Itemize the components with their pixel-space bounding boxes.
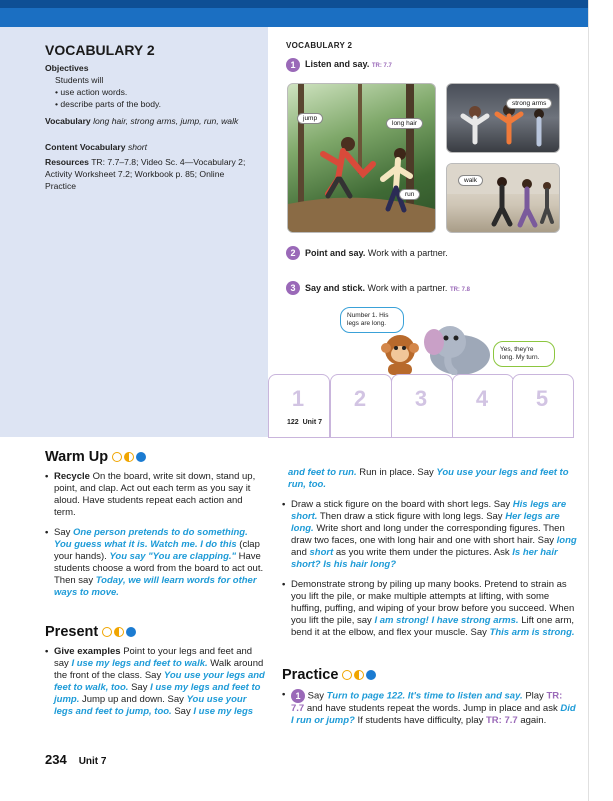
top-banner-stripe <box>0 0 588 8</box>
teacher-notes-title: VOCABULARY 2 <box>45 42 155 58</box>
objectives-block: Objectives Students will • use action words. • describe parts of the body. <box>45 63 162 109</box>
content-vocab-block: Content Vocabulary short <box>45 142 148 152</box>
stick-figure-paragraph: • Draw a stick figure on the board with short legs. Say His legs are short. Then draw a stick figure with long legs. Say Her legs are long. Write short and long under the corresponding figures. Then draw two faces, one with long hair and one with short hair. Say long and short as you write them under the pictures. Ask Is her hair short? Is his hair long? <box>282 499 577 571</box>
tag-run: run <box>399 189 420 200</box>
slot-number: 1 <box>291 386 305 411</box>
activity-1-number: 1 <box>286 58 300 72</box>
elephant-speech-bubble: Yes, they're long. My turn. <box>493 341 555 367</box>
resources-block: Resources TR: 7.7–7.8; Video Sc. 4—Vocabulary 2; Activity Worksheet 7.2; Workbook p. 85; Online Practice <box>45 157 246 191</box>
activity-2-instruction: Point and say. Work with a partner. <box>305 248 448 258</box>
strong-paragraph: • Demonstrate strong by piling up many books. Pretend to strain as you lift the pile, or make multiple attempts at lifting, with some huffing, puffing, and wiping of your brow before you succeed. When you lift the pile, say I am strong! I have strong arms. Lift one arm, bend it at the elbow, and flex your muscle. Say This arm is strong. <box>282 579 577 639</box>
forest-scene-illustration <box>288 84 435 232</box>
slot-number: 5 <box>535 386 549 411</box>
strong-arms-photo <box>446 83 560 153</box>
warm-up-section <box>45 449 265 607</box>
jump-run-photo <box>287 83 436 233</box>
activity-2-number: 2 <box>286 246 300 260</box>
present-continued <box>282 467 577 647</box>
practice-paragraph: • 1 Say Turn to page 122. It's time to listen and say. Play TR: 7.7 and have students repeat the words. Jump in place and ask Did I run or jump? If students have difficulty, play TR: 7.7 again. <box>282 689 577 727</box>
tag-jump: jump <box>297 113 323 124</box>
slot-number: 2 <box>353 386 367 411</box>
give-examples-paragraph: • Give examples Point to your legs and feet and say I use my legs and feet to walk. Walk around the front of the class. Say You use your legs and feet to walk, too. Say I use my legs and feet to jump. Jump up and down. Say You use your legs and feet to jump, too. Say I use my legs <box>45 646 265 718</box>
vocabulary-block: Vocabulary long hair, strong arms, jump, run, walk <box>45 116 239 126</box>
level-dots-icon <box>102 624 138 640</box>
slot-number: 4 <box>475 386 489 411</box>
run-paragraph: and feet to run. Run in place. Say You use your legs and feet to run, too. <box>288 467 569 490</box>
level-dots-icon <box>342 667 378 683</box>
warm-up-heading: Warm Up <box>45 449 265 465</box>
monkey-icon <box>378 330 423 375</box>
student-page-heading: VOCABULARY 2 <box>286 41 353 50</box>
slot-number: 3 <box>414 386 428 411</box>
tag-strong-arms: strong arms <box>506 98 552 109</box>
page-edge <box>588 0 613 801</box>
activity-1-instruction: Listen and say. TR: 7.7 <box>305 59 392 69</box>
level-dots-icon <box>112 449 148 465</box>
student-page-footer: 122 Unit 7 <box>287 419 323 426</box>
activity-3-number: 3 <box>286 281 300 295</box>
recycle-paragraph: • Recycle On the board, write sit down, stand up, point, and clap. Act out each term as you say it aloud. Have students repeat each action and term. <box>45 471 265 519</box>
present-section <box>45 624 265 726</box>
practice-section <box>282 667 577 735</box>
children-flexing-illustration <box>447 84 559 152</box>
activity-3-instruction: Say and stick. Work with a partner. TR: 7.8 <box>305 283 470 293</box>
walk-photo <box>446 163 560 233</box>
tag-long-hair: long hair <box>386 118 423 129</box>
present-heading: Present <box>45 624 265 640</box>
elephant-icon <box>420 320 500 375</box>
monkey-speech-bubble: Number 1. His legs are long. <box>340 307 404 333</box>
page-footer: 234 Unit 7 <box>45 752 107 767</box>
tag-walk: walk <box>458 175 483 186</box>
practice-heading: Practice <box>282 667 577 683</box>
say-paragraph: • Say One person pretends to do something. You guess what it is. Watch me. I do this (clap your hands). You say "You are clapping." Have students choose a word from the board to act out. Then say Today, we will learn words for other ways to move. <box>45 527 265 599</box>
practice-number: 1 <box>291 689 305 703</box>
